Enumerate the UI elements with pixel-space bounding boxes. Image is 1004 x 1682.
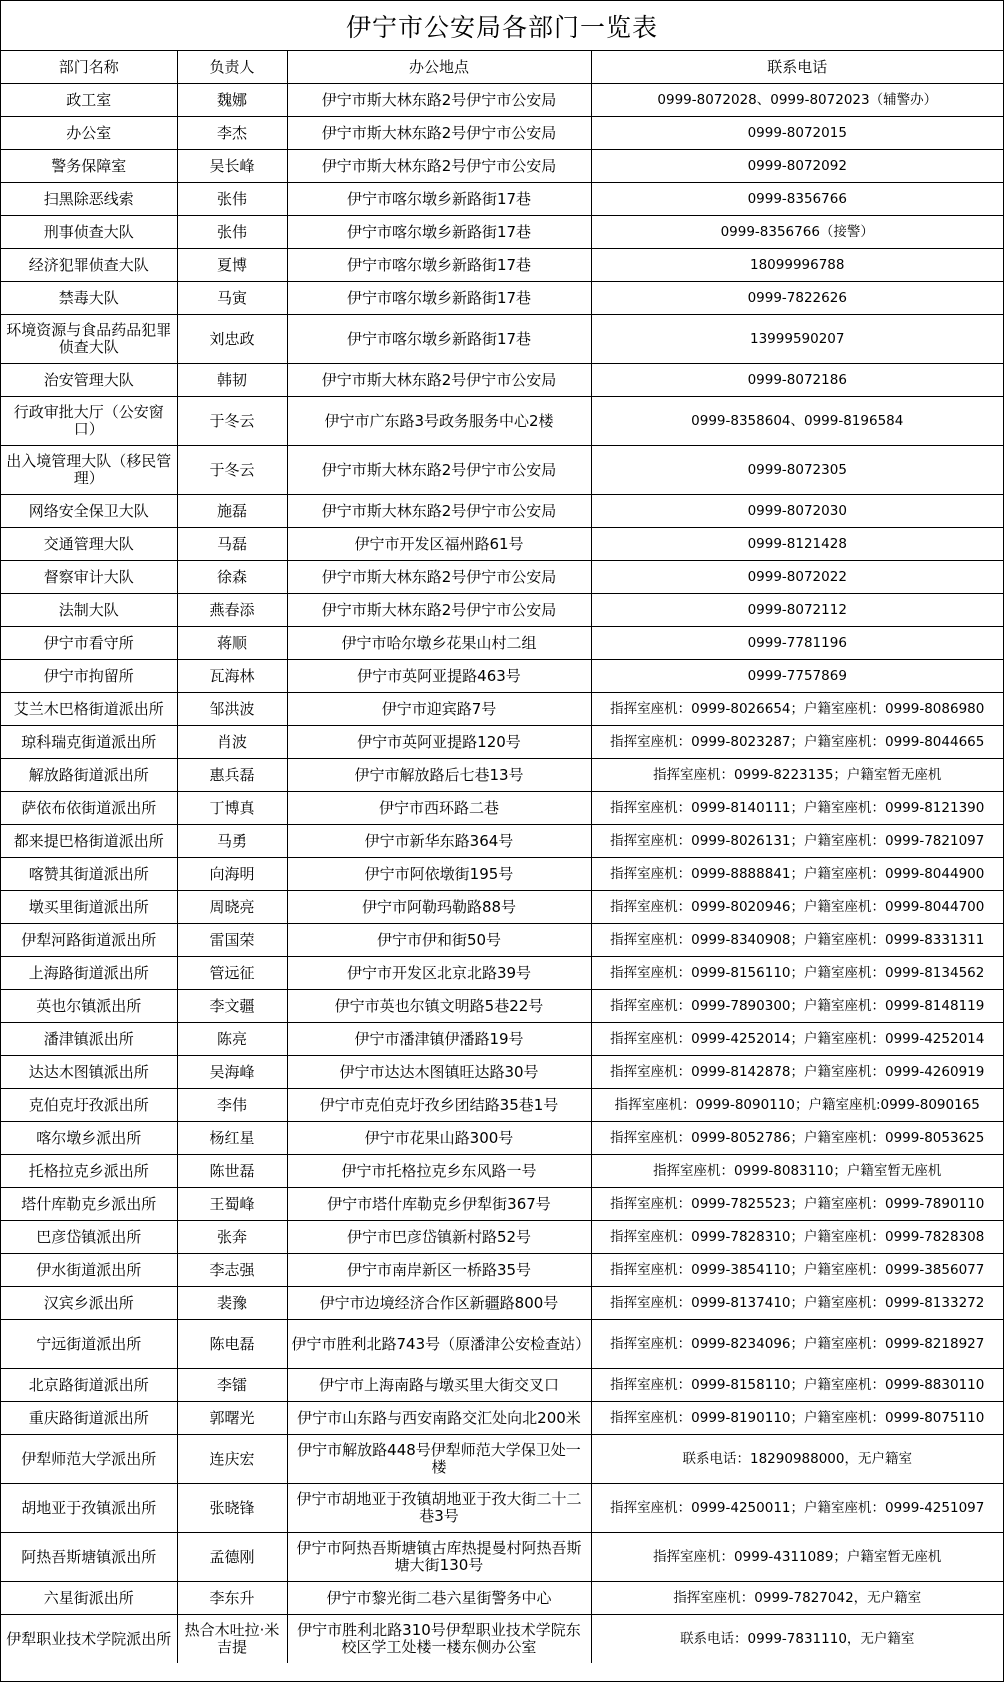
phone-cell: 0999-8121428 xyxy=(591,528,1003,561)
address-cell: 伊宁市黎光街二巷六星街警务中心 xyxy=(287,1582,591,1615)
dept-cell: 警务保障室 xyxy=(1,150,177,183)
address-cell: 伊宁市斯大林东路2号伊宁市公安局 xyxy=(287,446,591,495)
dept-cell: 办公室 xyxy=(1,117,177,150)
dept-cell: 阿热吾斯塘镇派出所 xyxy=(1,1533,177,1582)
phone-cell: 指挥室座机：0999-7827042，无户籍室 xyxy=(591,1582,1003,1615)
table-row xyxy=(1,495,1003,528)
address-cell: 伊宁市阿热吾斯塘镇古库热提曼村阿热吾斯塘大街130号 xyxy=(287,1533,591,1582)
table-row xyxy=(1,594,1003,627)
address-cell: 伊宁市解放路后七巷13号 xyxy=(287,759,591,792)
table-row xyxy=(1,1056,1003,1089)
dept-cell: 萨依布依街道派出所 xyxy=(1,792,177,825)
address-cell: 伊宁市斯大林东路2号伊宁市公安局 xyxy=(287,364,591,397)
head-cell: 马寅 xyxy=(177,282,287,315)
table-row xyxy=(1,1254,1003,1287)
address-cell: 伊宁市克伯克圩孜乡团结路35巷1号 xyxy=(287,1089,591,1122)
table-row xyxy=(1,1402,1003,1435)
phone-cell: 指挥室座机：0999-4252014；户籍室座机：0999-4252014 xyxy=(591,1023,1003,1056)
phone-cell: 指挥室座机：0999-8140111；户籍室座机：0999-8121390 xyxy=(591,792,1003,825)
table-row xyxy=(1,315,1003,364)
table-row xyxy=(1,150,1003,183)
address-cell: 伊宁市开发区福州路61号 xyxy=(287,528,591,561)
phone-cell: 0999-7822626 xyxy=(591,282,1003,315)
table-row xyxy=(1,1188,1003,1221)
phone-cell: 指挥室座机：0999-3854110；户籍室座机：0999-3856077 xyxy=(591,1254,1003,1287)
phone-cell: 指挥室座机：0999-8026654；户籍室座机：0999-8086980 xyxy=(591,693,1003,726)
table-row xyxy=(1,990,1003,1023)
phone-cell: 指挥室座机：0999-8020946；户籍室座机：0999-8044700 xyxy=(591,891,1003,924)
phone-cell: 13999590207 xyxy=(591,315,1003,364)
dept-cell: 治安管理大队 xyxy=(1,364,177,397)
table-row xyxy=(1,660,1003,693)
dept-cell: 环境资源与食品药品犯罪侦查大队 xyxy=(1,315,177,364)
address-cell: 伊宁市喀尔墩乡新路街17巷 xyxy=(287,216,591,249)
dept-cell: 托格拉克乡派出所 xyxy=(1,1155,177,1188)
phone-cell: 指挥室座机：0999-7890300；户籍室座机：0999-8148119 xyxy=(591,990,1003,1023)
head-cell: 吴长峰 xyxy=(177,150,287,183)
address-cell: 伊宁市托格拉克乡东风路一号 xyxy=(287,1155,591,1188)
table-row xyxy=(1,726,1003,759)
head-cell: 马磊 xyxy=(177,528,287,561)
address-cell: 伊宁市新华东路364号 xyxy=(287,825,591,858)
dept-cell: 禁毒大队 xyxy=(1,282,177,315)
address-cell: 伊宁市达达木图镇旺达路30号 xyxy=(287,1056,591,1089)
phone-cell: 指挥室座机：0999-8052786；户籍室座机：0999-8053625 xyxy=(591,1122,1003,1155)
address-cell: 伊宁市阿勒玛勒路88号 xyxy=(287,891,591,924)
dept-cell: 出入境管理大队（移民管理） xyxy=(1,446,177,495)
address-cell: 伊宁市伊和街50号 xyxy=(287,924,591,957)
phone-cell: 0999-8072092 xyxy=(591,150,1003,183)
head-cell: 王蜀峰 xyxy=(177,1188,287,1221)
phone-cell: 指挥室座机：0999-8142878；户籍室座机：0999-4260919 xyxy=(591,1056,1003,1089)
head-cell: 李志强 xyxy=(177,1254,287,1287)
head-cell: 肖波 xyxy=(177,726,287,759)
table-row xyxy=(1,792,1003,825)
address-cell: 伊宁市西环路二巷 xyxy=(287,792,591,825)
dept-cell: 督察审计大队 xyxy=(1,561,177,594)
phone-cell: 0999-7781196 xyxy=(591,627,1003,660)
address-cell: 伊宁市迎宾路7号 xyxy=(287,693,591,726)
address-cell: 伊宁市塔什库勒克乡伊犁街367号 xyxy=(287,1188,591,1221)
address-cell: 伊宁市喀尔墩乡新路街17巷 xyxy=(287,282,591,315)
phone-cell: 指挥室座机：0999-8888841；户籍室座机：0999-8044900 xyxy=(591,858,1003,891)
dept-cell: 行政审批大厅（公安窗口） xyxy=(1,397,177,446)
phone-cell: 0999-8072030 xyxy=(591,495,1003,528)
address-cell: 伊宁市上海南路与墩买里大街交叉口 xyxy=(287,1369,591,1402)
address-cell: 伊宁市英也尔镇文明路5巷22号 xyxy=(287,990,591,1023)
dept-cell: 扫黑除恶线索 xyxy=(1,183,177,216)
dept-cell: 艾兰木巴格街道派出所 xyxy=(1,693,177,726)
table-row xyxy=(1,1369,1003,1402)
table-row xyxy=(1,183,1003,216)
dept-cell: 胡地亚于孜镇派出所 xyxy=(1,1484,177,1533)
dept-cell: 达达木图镇派出所 xyxy=(1,1056,177,1089)
head-cell: 邹洪波 xyxy=(177,693,287,726)
phone-cell: 0999-8358604、0999-8196584 xyxy=(591,397,1003,446)
table-row xyxy=(1,1155,1003,1188)
dept-cell: 上海路街道派出所 xyxy=(1,957,177,990)
table-row xyxy=(1,117,1003,150)
table-row xyxy=(1,1221,1003,1254)
table-row xyxy=(1,1287,1003,1320)
head-cell: 杨红星 xyxy=(177,1122,287,1155)
phone-cell: 指挥室座机：0999-8234096；户籍室座机：0999-8218927 xyxy=(591,1320,1003,1369)
dept-cell: 经济犯罪侦查大队 xyxy=(1,249,177,282)
head-cell: 连庆宏 xyxy=(177,1435,287,1484)
dept-cell: 北京路街道派出所 xyxy=(1,1369,177,1402)
head-cell: 瓦海林 xyxy=(177,660,287,693)
phone-cell: 联系电话：18290988000，无户籍室 xyxy=(591,1435,1003,1484)
address-cell: 伊宁市阿依墩街195号 xyxy=(287,858,591,891)
head-cell: 孟德刚 xyxy=(177,1533,287,1582)
head-cell: 李东升 xyxy=(177,1582,287,1615)
phone-cell: 指挥室座机：0999-8023287；户籍室座机：0999-8044665 xyxy=(591,726,1003,759)
dept-cell: 英也尔镇派出所 xyxy=(1,990,177,1023)
head-cell: 裴豫 xyxy=(177,1287,287,1320)
address-cell: 伊宁市胡地亚于孜镇胡地亚于孜大街二十二巷3号 xyxy=(287,1484,591,1533)
table-row xyxy=(1,1484,1003,1533)
dept-cell: 伊犁河路街道派出所 xyxy=(1,924,177,957)
table-row xyxy=(1,891,1003,924)
address-cell: 伊宁市南岸新区一桥路35号 xyxy=(287,1254,591,1287)
header-row xyxy=(1,51,1003,84)
phone-cell: 0999-8072186 xyxy=(591,364,1003,397)
address-cell: 伊宁市斯大林东路2号伊宁市公安局 xyxy=(287,561,591,594)
table-row xyxy=(1,1122,1003,1155)
header-head: 负责人 xyxy=(177,51,287,84)
dept-cell: 喀赞其街道派出所 xyxy=(1,858,177,891)
dept-cell: 伊犁职业技术学院派出所 xyxy=(1,1615,177,1664)
dept-cell: 伊宁市看守所 xyxy=(1,627,177,660)
phone-cell: 0999-8072112 xyxy=(591,594,1003,627)
head-cell: 张伟 xyxy=(177,216,287,249)
dept-cell: 重庆路街道派出所 xyxy=(1,1402,177,1435)
table-row xyxy=(1,1435,1003,1484)
table-row xyxy=(1,1615,1003,1664)
dept-cell: 克伯克圩孜派出所 xyxy=(1,1089,177,1122)
address-cell: 伊宁市开发区北京北路39号 xyxy=(287,957,591,990)
dept-cell: 解放路街道派出所 xyxy=(1,759,177,792)
address-cell: 伊宁市斯大林东路2号伊宁市公安局 xyxy=(287,594,591,627)
phone-cell: 指挥室座机：0999-8190110；户籍室座机：0999-8075110 xyxy=(591,1402,1003,1435)
phone-cell: 指挥室座机：0999-8026131；户籍室座机：0999-7821097 xyxy=(591,825,1003,858)
head-cell: 李文疆 xyxy=(177,990,287,1023)
dept-cell: 都来提巴格街道派出所 xyxy=(1,825,177,858)
table-row xyxy=(1,627,1003,660)
phone-cell: 0999-8072305 xyxy=(591,446,1003,495)
phone-cell: 指挥室座机：0999-8156110；户籍室座机：0999-8134562 xyxy=(591,957,1003,990)
table-row xyxy=(1,282,1003,315)
table-row xyxy=(1,1582,1003,1615)
address-cell: 伊宁市潘津镇伊潘路19号 xyxy=(287,1023,591,1056)
phone-cell: 0999-7757869 xyxy=(591,660,1003,693)
head-cell: 李杰 xyxy=(177,117,287,150)
phone-cell: 指挥室座机：0999-8223135；户籍室暂无座机 xyxy=(591,759,1003,792)
address-cell: 伊宁市斯大林东路2号伊宁市公安局 xyxy=(287,84,591,117)
table-row xyxy=(1,216,1003,249)
phone-cell: 0999-8356766（接警） xyxy=(591,216,1003,249)
dept-cell: 网络安全保卫大队 xyxy=(1,495,177,528)
head-cell: 管远征 xyxy=(177,957,287,990)
table-row xyxy=(1,84,1003,117)
head-cell: 于冬云 xyxy=(177,446,287,495)
head-cell: 雷国荣 xyxy=(177,924,287,957)
phone-cell: 联系电话：0999-7831110，无户籍室 xyxy=(591,1615,1003,1664)
dept-cell: 伊水街道派出所 xyxy=(1,1254,177,1287)
phone-cell: 指挥室座机：0999-8340908；户籍室座机：0999-8331311 xyxy=(591,924,1003,957)
dept-cell: 刑事侦查大队 xyxy=(1,216,177,249)
table-row xyxy=(1,957,1003,990)
table-row xyxy=(1,693,1003,726)
dept-cell: 六星街派出所 xyxy=(1,1582,177,1615)
head-cell: 徐森 xyxy=(177,561,287,594)
address-cell: 伊宁市胜利北路743号（原潘津公安检查站） xyxy=(287,1320,591,1369)
address-cell: 伊宁市解放路448号伊犁师范大学保卫处一楼 xyxy=(287,1435,591,1484)
address-cell: 伊宁市喀尔墩乡新路街17巷 xyxy=(287,249,591,282)
head-cell: 惠兵磊 xyxy=(177,759,287,792)
address-cell: 伊宁市巴彦岱镇新村路52号 xyxy=(287,1221,591,1254)
phone-cell: 指挥室座机：0999-4250011；户籍室座机：0999-4251097 xyxy=(591,1484,1003,1533)
dept-cell: 喀尔墩乡派出所 xyxy=(1,1122,177,1155)
address-cell: 伊宁市广东路3号政务服务中心2楼 xyxy=(287,397,591,446)
header-dept: 部门名称 xyxy=(1,51,177,84)
phone-cell: 0999-8072015 xyxy=(591,117,1003,150)
table-row xyxy=(1,858,1003,891)
head-cell: 郭曙光 xyxy=(177,1402,287,1435)
dept-cell: 法制大队 xyxy=(1,594,177,627)
table-row xyxy=(1,1533,1003,1582)
table-row xyxy=(1,759,1003,792)
address-cell: 伊宁市斯大林东路2号伊宁市公安局 xyxy=(287,150,591,183)
address-cell: 伊宁市英阿亚提路463号 xyxy=(287,660,591,693)
phone-cell: 0999-8072022 xyxy=(591,561,1003,594)
dept-cell: 伊犁师范大学派出所 xyxy=(1,1435,177,1484)
head-cell: 热合木吐拉·米吉提 xyxy=(177,1615,287,1664)
table-row xyxy=(1,528,1003,561)
header-phone: 联系电话 xyxy=(591,51,1003,84)
table-row xyxy=(1,561,1003,594)
address-cell: 伊宁市斯大林东路2号伊宁市公安局 xyxy=(287,495,591,528)
phone-cell: 指挥室座机：0999-8137410；户籍室座机：0999-8133272 xyxy=(591,1287,1003,1320)
address-cell: 伊宁市喀尔墩乡新路街17巷 xyxy=(287,315,591,364)
department-table xyxy=(1,51,1003,1663)
head-cell: 马勇 xyxy=(177,825,287,858)
head-cell: 吴海峰 xyxy=(177,1056,287,1089)
address-cell: 伊宁市哈尔墩乡花果山村二组 xyxy=(287,627,591,660)
phone-cell: 指挥室座机：0999-7828310；户籍室座机：0999-7828308 xyxy=(591,1221,1003,1254)
table-row xyxy=(1,1023,1003,1056)
dept-cell: 宁远街道派出所 xyxy=(1,1320,177,1369)
page-title: 伊宁市公安局各部门一览表 xyxy=(1,1,1003,51)
phone-cell: 指挥室座机：0999-8158110；户籍室座机：0999-8830110 xyxy=(591,1369,1003,1402)
address-cell: 伊宁市山东路与西安南路交汇处向北200米 xyxy=(287,1402,591,1435)
phone-cell: 指挥室座机：0999-8090110；户籍室座机:0999-8090165 xyxy=(591,1089,1003,1122)
head-cell: 李伟 xyxy=(177,1089,287,1122)
head-cell: 施磊 xyxy=(177,495,287,528)
dept-cell: 巴彦岱镇派出所 xyxy=(1,1221,177,1254)
head-cell: 于冬云 xyxy=(177,397,287,446)
address-cell: 伊宁市花果山路300号 xyxy=(287,1122,591,1155)
address-cell: 伊宁市边境经济合作区新疆路800号 xyxy=(287,1287,591,1320)
head-cell: 刘忠政 xyxy=(177,315,287,364)
phone-cell: 0999-8356766 xyxy=(591,183,1003,216)
head-cell: 陈亮 xyxy=(177,1023,287,1056)
head-cell: 张晓锋 xyxy=(177,1484,287,1533)
table-row xyxy=(1,397,1003,446)
dept-cell: 伊宁市拘留所 xyxy=(1,660,177,693)
table-row xyxy=(1,446,1003,495)
head-cell: 张奔 xyxy=(177,1221,287,1254)
dept-cell: 墩买里街道派出所 xyxy=(1,891,177,924)
phone-cell: 18099996788 xyxy=(591,249,1003,282)
phone-cell: 指挥室座机：0999-7825523；户籍室座机：0999-7890110 xyxy=(591,1188,1003,1221)
head-cell: 陈世磊 xyxy=(177,1155,287,1188)
table-row xyxy=(1,364,1003,397)
address-cell: 伊宁市斯大林东路2号伊宁市公安局 xyxy=(287,117,591,150)
head-cell: 陈电磊 xyxy=(177,1320,287,1369)
address-cell: 伊宁市英阿亚提路120号 xyxy=(287,726,591,759)
head-cell: 魏娜 xyxy=(177,84,287,117)
table-row xyxy=(1,825,1003,858)
head-cell: 丁博真 xyxy=(177,792,287,825)
head-cell: 周晓亮 xyxy=(177,891,287,924)
dept-cell: 汉宾乡派出所 xyxy=(1,1287,177,1320)
dept-cell: 琼科瑞克街道派出所 xyxy=(1,726,177,759)
phone-cell: 0999-8072028、0999-8072023（辅警办） xyxy=(591,84,1003,117)
head-cell: 韩韧 xyxy=(177,364,287,397)
table-row xyxy=(1,1320,1003,1369)
head-cell: 向海明 xyxy=(177,858,287,891)
table-row xyxy=(1,924,1003,957)
table-row xyxy=(1,249,1003,282)
dept-cell: 塔什库勒克乡派出所 xyxy=(1,1188,177,1221)
address-cell: 伊宁市胜利北路310号伊犁职业技术学院东校区学工处楼一楼东侧办公室 xyxy=(287,1615,591,1664)
header-address: 办公地点 xyxy=(287,51,591,84)
head-cell: 张伟 xyxy=(177,183,287,216)
table-row xyxy=(1,1089,1003,1122)
head-cell: 李镭 xyxy=(177,1369,287,1402)
phone-cell: 指挥室座机：0999-4311089；户籍室暂无座机 xyxy=(591,1533,1003,1582)
dept-cell: 潘津镇派出所 xyxy=(1,1023,177,1056)
phone-cell: 指挥室座机：0999-8083110；户籍室暂无座机 xyxy=(591,1155,1003,1188)
head-cell: 蒋顺 xyxy=(177,627,287,660)
head-cell: 夏博 xyxy=(177,249,287,282)
head-cell: 燕春添 xyxy=(177,594,287,627)
dept-cell: 交通管理大队 xyxy=(1,528,177,561)
dept-cell: 政工室 xyxy=(1,84,177,117)
address-cell: 伊宁市喀尔墩乡新路街17巷 xyxy=(287,183,591,216)
